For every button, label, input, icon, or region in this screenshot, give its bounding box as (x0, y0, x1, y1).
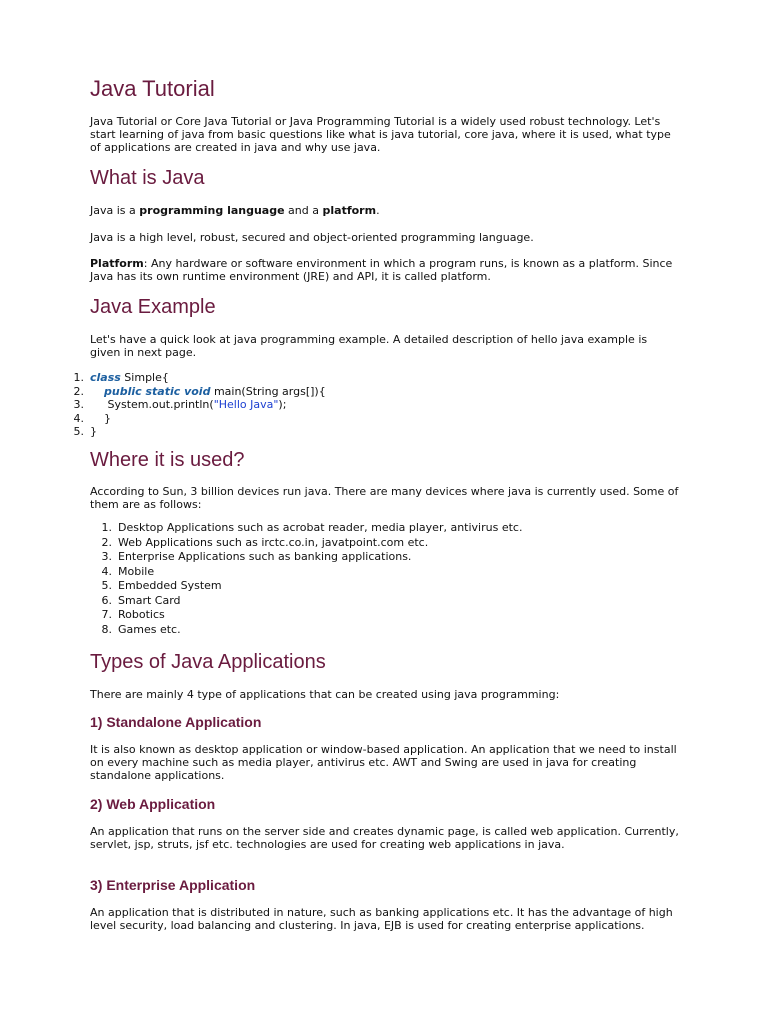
what-is-java-line1: Java is a programming language and a platform. (90, 204, 380, 217)
list-item (90, 565, 522, 580)
section-heading-where-used: Where it is used? (90, 449, 245, 471)
code-text: Simple{ (120, 371, 169, 384)
enterprise-paragraph: An application that is distributed in nature, such as banking applications etc. It has the advantage of high level security, load balancing and clustering. In java, EJB is used for creating enterprise applications. (90, 906, 673, 932)
what-is-java-line2: Java is a high level, robust, secured and object-oriented programming language. (90, 231, 534, 244)
code-line (62, 385, 326, 399)
code-line-number: 2. (73, 384, 84, 398)
web-paragraph: An application that runs on the server side and creates dynamic page, is called web application. Currently, servlet, jsp, struts, jsf etc. technologies are used for creating web applications in java. (90, 825, 679, 851)
code-keyword: class (90, 371, 121, 384)
code-indent (90, 412, 104, 425)
code-line (62, 371, 326, 385)
code-text: } (90, 425, 97, 438)
list-item (90, 521, 522, 536)
list-item-text: Embedded System (118, 579, 222, 592)
code-line-number: 1. (73, 371, 84, 384)
code-line-number: 4. (73, 411, 84, 425)
page-title: Java Tutorial (90, 76, 215, 101)
code-block (62, 371, 326, 439)
section-heading-java-example: Java Example (90, 296, 216, 318)
list-item-number: 3. (101, 550, 112, 563)
list-item (90, 608, 522, 623)
code-text: main(String args[]){ (210, 384, 326, 398)
list-item-number: 5. (101, 579, 112, 592)
list-item (90, 594, 522, 609)
intro-paragraph: Java Tutorial or Core Java Tutorial or Java Programming Tutorial is a widely used robust technology. Let's start learning of java from basic questions like what is java tutorial, core java, where it is used, what type of applications are created in java and why use java. (90, 115, 671, 154)
subheading-enterprise: 3) Enterprise Application (90, 877, 256, 893)
code-text: System.out.println( (107, 398, 214, 411)
code-line (62, 398, 326, 412)
list-item-number: 7. (101, 608, 112, 621)
list-item-number: 1. (101, 521, 112, 534)
list-item (90, 623, 522, 638)
list-item-number: 4. (101, 564, 112, 578)
list-item (90, 536, 522, 551)
code-line-number: 3. (73, 398, 84, 411)
code-line (62, 412, 326, 426)
code-string: "Hello Java" (213, 398, 279, 411)
platform-paragraph: Platform: Any hardware or software environment in which a program runs, is known as a platform. Since Java has its own runtime environment (JRE) and API, it is called platform. (90, 257, 673, 283)
code-line-number: 5. (73, 425, 84, 438)
code-indent (90, 398, 107, 411)
list-item-text: Games etc. (118, 622, 181, 636)
list-item-number: 2. (101, 535, 112, 549)
list-item-text: Mobile (118, 564, 155, 578)
list-item-text: Smart Card (118, 593, 181, 607)
code-line (62, 425, 326, 439)
section-heading-what-is-java: What is Java (90, 167, 205, 189)
subheading-web: 2) Web Application (90, 796, 216, 812)
code-keyword: public static void (104, 384, 211, 398)
code-indent (90, 385, 104, 398)
list-item (90, 550, 522, 565)
list-item-text: Web Applications such as irctc.co.in, javatpoint.com etc. (118, 535, 429, 549)
types-paragraph: There are mainly 4 type of applications that can be created using java programming: (90, 688, 560, 701)
code-text: } (104, 411, 111, 425)
list-item-text: Robotics (118, 608, 165, 621)
section-heading-types: Types of Java Applications (90, 651, 326, 673)
list-item-number: 8. (101, 622, 112, 636)
list-item-number: 6. (101, 593, 112, 607)
java-example-paragraph: Let's have a quick look at java programming example. A detailed description of hello java example is given in next page. (90, 333, 648, 359)
list-item (90, 579, 522, 594)
where-used-paragraph: According to Sun, 3 billion devices run java. There are many devices where java is currently used. Some of them are as follows: (90, 485, 679, 511)
where-used-list (90, 521, 522, 637)
code-text-after: ); (278, 398, 287, 411)
list-item-text: Desktop Applications such as acrobat reader, media player, antivirus etc. (118, 521, 523, 534)
list-item-text: Enterprise Applications such as banking applications. (118, 550, 412, 563)
standalone-paragraph: It is also known as desktop application or window-based application. An application that we need to install on every machine such as media player, antivirus etc. AWT and Swing are used in java for creating standalone applications. (90, 743, 677, 782)
subheading-standalone: 1) Standalone Application (90, 714, 262, 730)
